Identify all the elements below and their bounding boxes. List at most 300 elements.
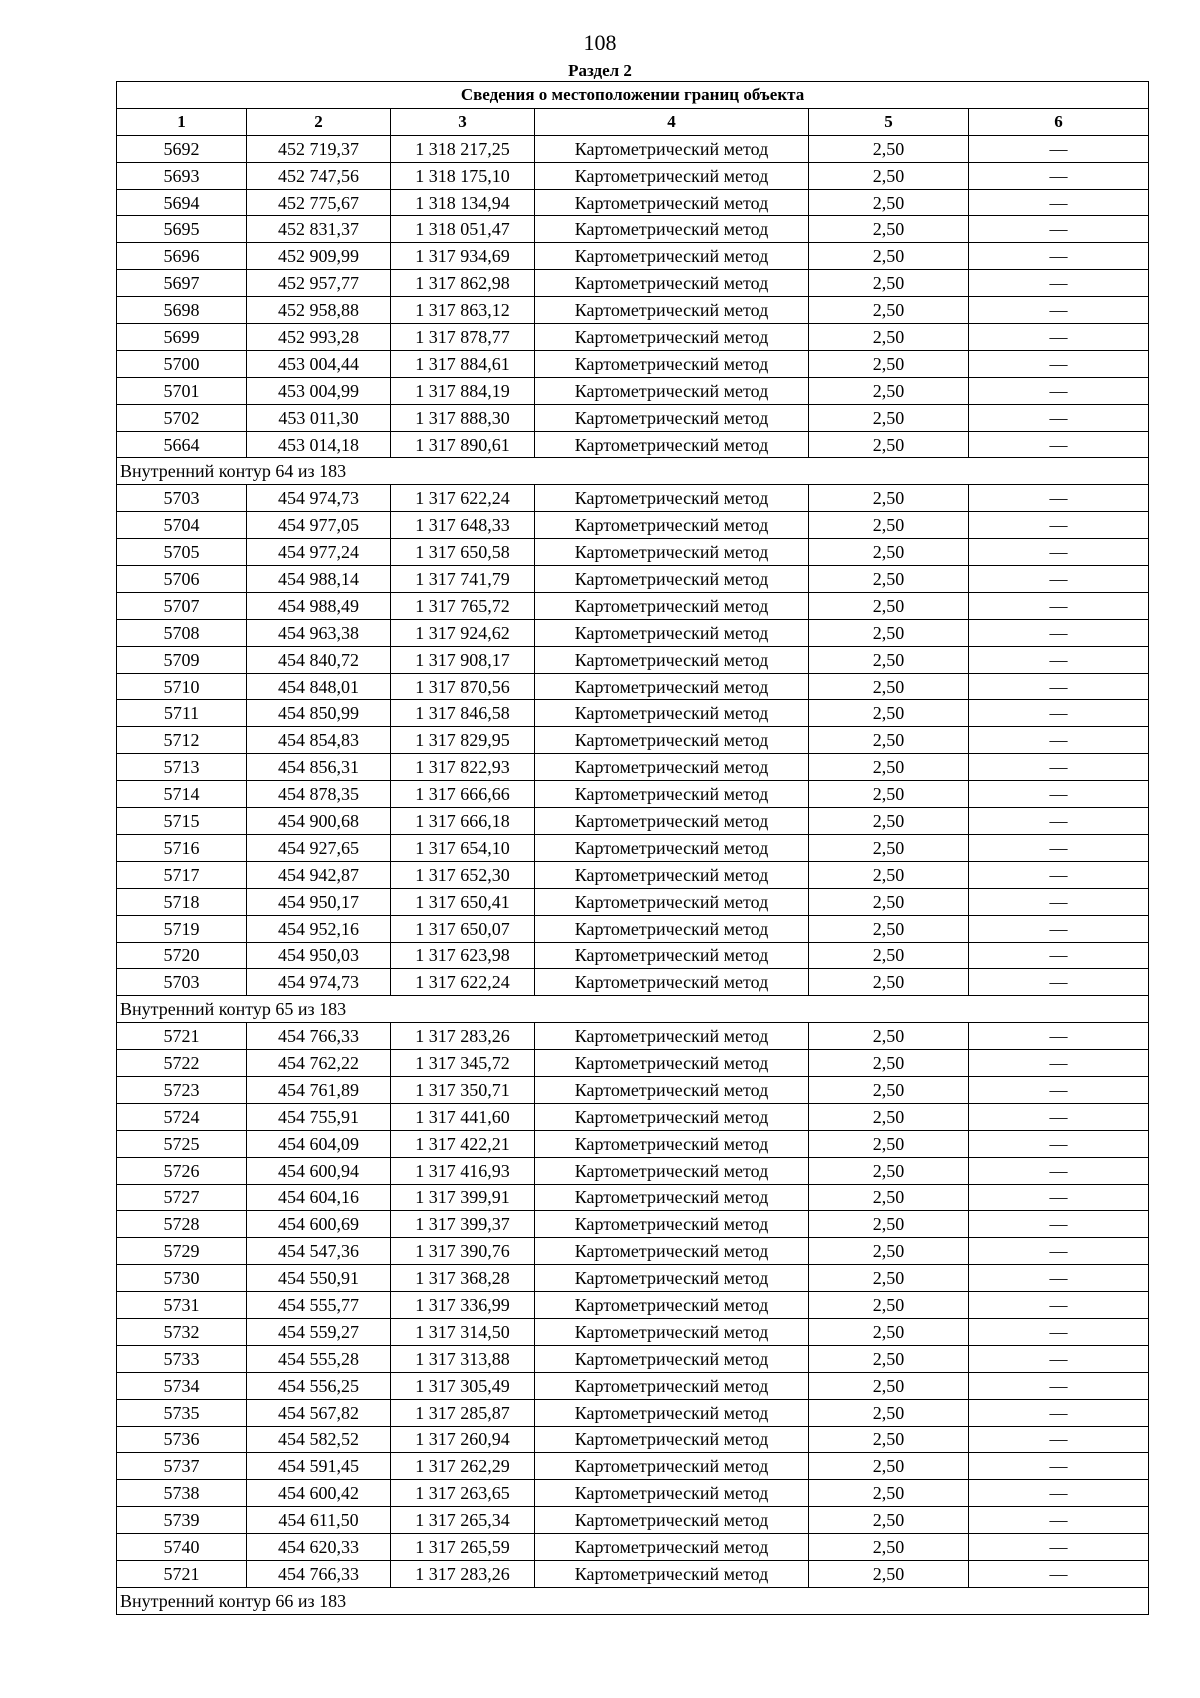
point-number-cell: 5697 (117, 270, 247, 297)
point-number-cell: 5703 (117, 485, 247, 512)
point-number-cell: 5696 (117, 243, 247, 270)
method-cell: Картометрический метод (535, 808, 809, 835)
accuracy-cell: 2,50 (809, 1265, 969, 1292)
y-coordinate-cell: 1 317 829,95 (391, 727, 535, 754)
description-cell: — (969, 808, 1149, 835)
point-number-cell: 5715 (117, 808, 247, 835)
description-cell: — (969, 619, 1149, 646)
accuracy-cell: 2,50 (809, 1372, 969, 1399)
description-cell: — (969, 1184, 1149, 1211)
y-coordinate-cell: 1 317 262,29 (391, 1453, 535, 1480)
table-row (117, 1507, 1149, 1534)
x-coordinate-cell: 454 555,77 (247, 1292, 391, 1319)
point-number-cell: 5711 (117, 700, 247, 727)
accuracy-cell: 2,50 (809, 377, 969, 404)
method-cell: Картометрический метод (535, 189, 809, 216)
y-coordinate-cell: 1 317 650,58 (391, 539, 535, 566)
point-number-cell: 5731 (117, 1292, 247, 1319)
x-coordinate-cell: 452 831,37 (247, 216, 391, 243)
y-coordinate-cell: 1 317 846,58 (391, 700, 535, 727)
column-header: 5 (809, 108, 969, 135)
x-coordinate-cell: 454 766,33 (247, 1560, 391, 1587)
y-coordinate-cell: 1 317 399,91 (391, 1184, 535, 1211)
table-title: Сведения о местоположении границ объекта (117, 82, 1149, 109)
method-cell: Картометрический метод (535, 431, 809, 458)
x-coordinate-cell: 454 755,91 (247, 1103, 391, 1130)
description-cell: — (969, 1130, 1149, 1157)
y-coordinate-cell: 1 317 622,24 (391, 969, 535, 996)
x-coordinate-cell: 452 909,99 (247, 243, 391, 270)
description-cell: — (969, 1103, 1149, 1130)
method-cell: Картометрический метод (535, 619, 809, 646)
description-cell: — (969, 189, 1149, 216)
accuracy-cell: 2,50 (809, 1318, 969, 1345)
description-cell: — (969, 1426, 1149, 1453)
description-cell: — (969, 1507, 1149, 1534)
x-coordinate-cell: 454 762,22 (247, 1050, 391, 1077)
point-number-cell: 5723 (117, 1076, 247, 1103)
accuracy-cell: 2,50 (809, 512, 969, 539)
description-cell: — (969, 942, 1149, 969)
table-row (117, 377, 1149, 404)
method-cell: Картометрический метод (535, 1453, 809, 1480)
table-row (117, 1157, 1149, 1184)
method-cell: Картометрический метод (535, 834, 809, 861)
accuracy-cell: 2,50 (809, 1023, 969, 1050)
accuracy-cell: 2,50 (809, 942, 969, 969)
description-cell: — (969, 1372, 1149, 1399)
method-cell: Картометрический метод (535, 566, 809, 593)
point-number-cell: 5727 (117, 1184, 247, 1211)
y-coordinate-cell: 1 317 888,30 (391, 404, 535, 431)
table-row (117, 1238, 1149, 1265)
table-row (117, 1534, 1149, 1561)
table-row (117, 297, 1149, 324)
description-cell: — (969, 834, 1149, 861)
table-row (117, 1211, 1149, 1238)
x-coordinate-cell: 454 611,50 (247, 1507, 391, 1534)
accuracy-cell: 2,50 (809, 1560, 969, 1587)
y-coordinate-cell: 1 318 134,94 (391, 189, 535, 216)
x-coordinate-cell: 454 963,38 (247, 619, 391, 646)
column-header: 1 (117, 108, 247, 135)
accuracy-cell: 2,50 (809, 135, 969, 162)
y-coordinate-cell: 1 317 884,61 (391, 350, 535, 377)
method-cell: Картометрический метод (535, 1076, 809, 1103)
point-number-cell: 5717 (117, 861, 247, 888)
point-number-cell: 5732 (117, 1318, 247, 1345)
x-coordinate-cell: 454 547,36 (247, 1238, 391, 1265)
method-cell: Картометрический метод (535, 1426, 809, 1453)
point-number-cell: 5698 (117, 297, 247, 324)
y-coordinate-cell: 1 317 350,71 (391, 1076, 535, 1103)
table-row (117, 162, 1149, 189)
description-cell: — (969, 646, 1149, 673)
point-number-cell: 5730 (117, 1265, 247, 1292)
description-cell: — (969, 216, 1149, 243)
x-coordinate-cell: 454 582,52 (247, 1426, 391, 1453)
accuracy-cell: 2,50 (809, 754, 969, 781)
point-number-cell: 5729 (117, 1238, 247, 1265)
accuracy-cell: 2,50 (809, 888, 969, 915)
x-coordinate-cell: 454 988,49 (247, 592, 391, 619)
y-coordinate-cell: 1 317 336,99 (391, 1292, 535, 1319)
x-coordinate-cell: 452 993,28 (247, 324, 391, 351)
table-row (117, 700, 1149, 727)
accuracy-cell: 2,50 (809, 1157, 969, 1184)
description-cell: — (969, 539, 1149, 566)
page-number: 108 (583, 30, 617, 55)
accuracy-cell: 2,50 (809, 350, 969, 377)
point-number-cell: 5720 (117, 942, 247, 969)
point-number-cell: 5719 (117, 915, 247, 942)
table-row (117, 646, 1149, 673)
table-row (117, 216, 1149, 243)
x-coordinate-cell: 454 550,91 (247, 1265, 391, 1292)
table-row (117, 1103, 1149, 1130)
point-number-cell: 5693 (117, 162, 247, 189)
table-row (117, 808, 1149, 835)
accuracy-cell: 2,50 (809, 1211, 969, 1238)
y-coordinate-cell: 1 317 390,76 (391, 1238, 535, 1265)
description-cell: — (969, 1157, 1149, 1184)
table-row (117, 1023, 1149, 1050)
accuracy-cell: 2,50 (809, 1292, 969, 1319)
x-coordinate-cell: 452 747,56 (247, 162, 391, 189)
table-row (117, 270, 1149, 297)
point-number-cell: 5733 (117, 1345, 247, 1372)
accuracy-cell: 2,50 (809, 915, 969, 942)
table-row (117, 485, 1149, 512)
description-cell: — (969, 592, 1149, 619)
point-number-cell: 5735 (117, 1399, 247, 1426)
description-cell: — (969, 1023, 1149, 1050)
method-cell: Картометрический метод (535, 915, 809, 942)
point-number-cell: 5716 (117, 834, 247, 861)
method-cell: Картометрический метод (535, 592, 809, 619)
description-cell: — (969, 324, 1149, 351)
y-coordinate-cell: 1 317 934,69 (391, 243, 535, 270)
y-coordinate-cell: 1 317 399,37 (391, 1211, 535, 1238)
table-row (117, 727, 1149, 754)
table-row (117, 942, 1149, 969)
method-cell: Картометрический метод (535, 243, 809, 270)
point-number-cell: 5713 (117, 754, 247, 781)
table-row (117, 1345, 1149, 1372)
method-cell: Картометрический метод (535, 1211, 809, 1238)
point-number-cell: 5725 (117, 1130, 247, 1157)
y-coordinate-cell: 1 317 870,56 (391, 673, 535, 700)
x-coordinate-cell: 454 620,33 (247, 1534, 391, 1561)
accuracy-cell: 2,50 (809, 243, 969, 270)
method-cell: Картометрический метод (535, 1318, 809, 1345)
accuracy-cell: 2,50 (809, 861, 969, 888)
point-number-cell: 5726 (117, 1157, 247, 1184)
point-number-cell: 5706 (117, 566, 247, 593)
accuracy-cell: 2,50 (809, 619, 969, 646)
x-coordinate-cell: 453 004,99 (247, 377, 391, 404)
method-cell: Картометрический метод (535, 646, 809, 673)
y-coordinate-cell: 1 317 263,65 (391, 1480, 535, 1507)
accuracy-cell: 2,50 (809, 324, 969, 351)
description-cell: — (969, 1050, 1149, 1077)
method-cell: Картометрический метод (535, 1130, 809, 1157)
table-row (117, 1560, 1149, 1587)
contour-label: Внутренний контур 66 из 183 (117, 1587, 1149, 1614)
x-coordinate-cell: 454 600,42 (247, 1480, 391, 1507)
x-coordinate-cell: 454 952,16 (247, 915, 391, 942)
y-coordinate-cell: 1 317 622,24 (391, 485, 535, 512)
table-row (117, 539, 1149, 566)
description-cell: — (969, 1560, 1149, 1587)
y-coordinate-cell: 1 317 890,61 (391, 431, 535, 458)
accuracy-cell: 2,50 (809, 1130, 969, 1157)
point-number-cell: 5714 (117, 781, 247, 808)
x-coordinate-cell: 454 950,17 (247, 888, 391, 915)
method-cell: Картометрический метод (535, 1023, 809, 1050)
x-coordinate-cell: 454 559,27 (247, 1318, 391, 1345)
table-title-row (117, 82, 1149, 109)
method-cell: Картометрический метод (535, 754, 809, 781)
method-cell: Картометрический метод (535, 297, 809, 324)
point-number-cell: 5736 (117, 1426, 247, 1453)
x-coordinate-cell: 453 014,18 (247, 431, 391, 458)
method-cell: Картометрический метод (535, 969, 809, 996)
description-cell: — (969, 1211, 1149, 1238)
table-row (117, 1399, 1149, 1426)
x-coordinate-cell: 453 011,30 (247, 404, 391, 431)
description-cell: — (969, 377, 1149, 404)
description-cell: — (969, 673, 1149, 700)
accuracy-cell: 2,50 (809, 1103, 969, 1130)
x-coordinate-cell: 454 604,16 (247, 1184, 391, 1211)
description-cell: — (969, 861, 1149, 888)
column-header: 3 (391, 108, 535, 135)
accuracy-cell: 2,50 (809, 1076, 969, 1103)
column-header: 6 (969, 108, 1149, 135)
table-row (117, 1265, 1149, 1292)
description-cell: — (969, 243, 1149, 270)
x-coordinate-cell: 453 004,44 (247, 350, 391, 377)
method-cell: Картометрический метод (535, 270, 809, 297)
accuracy-cell: 2,50 (809, 646, 969, 673)
table-row (117, 350, 1149, 377)
table-row (117, 431, 1149, 458)
table-row (117, 566, 1149, 593)
contour-label: Внутренний контур 64 из 183 (117, 458, 1149, 485)
method-cell: Картометрический метод (535, 1103, 809, 1130)
point-number-cell: 5664 (117, 431, 247, 458)
table-row (117, 404, 1149, 431)
y-coordinate-cell: 1 317 416,93 (391, 1157, 535, 1184)
description-cell: — (969, 915, 1149, 942)
x-coordinate-cell: 454 878,35 (247, 781, 391, 808)
y-coordinate-cell: 1 317 884,19 (391, 377, 535, 404)
point-number-cell: 5738 (117, 1480, 247, 1507)
x-coordinate-cell: 454 761,89 (247, 1076, 391, 1103)
y-coordinate-cell: 1 317 314,50 (391, 1318, 535, 1345)
method-cell: Картометрический метод (535, 673, 809, 700)
method-cell: Картометрический метод (535, 350, 809, 377)
method-cell: Картометрический метод (535, 1372, 809, 1399)
description-cell: — (969, 270, 1149, 297)
table-row (117, 673, 1149, 700)
accuracy-cell: 2,50 (809, 297, 969, 324)
method-cell: Картометрический метод (535, 1560, 809, 1587)
method-cell: Картометрический метод (535, 377, 809, 404)
y-coordinate-cell: 1 317 862,98 (391, 270, 535, 297)
table-row (117, 324, 1149, 351)
method-cell: Картометрический метод (535, 324, 809, 351)
point-number-cell: 5708 (117, 619, 247, 646)
accuracy-cell: 2,50 (809, 592, 969, 619)
table-row (117, 834, 1149, 861)
y-coordinate-cell: 1 317 863,12 (391, 297, 535, 324)
column-header: 2 (247, 108, 391, 135)
table-row (117, 592, 1149, 619)
description-cell: — (969, 1534, 1149, 1561)
y-coordinate-cell: 1 317 285,87 (391, 1399, 535, 1426)
x-coordinate-cell: 452 958,88 (247, 297, 391, 324)
accuracy-cell: 2,50 (809, 808, 969, 835)
table-row (117, 1426, 1149, 1453)
accuracy-cell: 2,50 (809, 162, 969, 189)
description-cell: — (969, 135, 1149, 162)
table-row (117, 1076, 1149, 1103)
point-number-cell: 5722 (117, 1050, 247, 1077)
accuracy-cell: 2,50 (809, 1238, 969, 1265)
description-cell: — (969, 700, 1149, 727)
y-coordinate-cell: 1 317 265,59 (391, 1534, 535, 1561)
x-coordinate-cell: 454 567,82 (247, 1399, 391, 1426)
y-coordinate-cell: 1 317 260,94 (391, 1426, 535, 1453)
point-number-cell: 5710 (117, 673, 247, 700)
description-cell: — (969, 162, 1149, 189)
y-coordinate-cell: 1 317 822,93 (391, 754, 535, 781)
x-coordinate-cell: 454 555,28 (247, 1345, 391, 1372)
y-coordinate-cell: 1 317 908,17 (391, 646, 535, 673)
description-cell: — (969, 512, 1149, 539)
x-coordinate-cell: 454 600,94 (247, 1157, 391, 1184)
y-coordinate-cell: 1 317 283,26 (391, 1023, 535, 1050)
description-cell: — (969, 566, 1149, 593)
method-cell: Картометрический метод (535, 727, 809, 754)
x-coordinate-cell: 452 719,37 (247, 135, 391, 162)
description-cell: — (969, 1318, 1149, 1345)
table-row (117, 861, 1149, 888)
x-coordinate-cell: 454 556,25 (247, 1372, 391, 1399)
point-number-cell: 5705 (117, 539, 247, 566)
contour-header-row (117, 458, 1149, 485)
table-row (117, 1372, 1149, 1399)
accuracy-cell: 2,50 (809, 189, 969, 216)
table-row (117, 1453, 1149, 1480)
description-cell: — (969, 1265, 1149, 1292)
y-coordinate-cell: 1 317 666,18 (391, 808, 535, 835)
table-row (117, 781, 1149, 808)
x-coordinate-cell: 454 900,68 (247, 808, 391, 835)
y-coordinate-cell: 1 317 313,88 (391, 1345, 535, 1372)
y-coordinate-cell: 1 317 368,28 (391, 1265, 535, 1292)
point-number-cell: 5724 (117, 1103, 247, 1130)
accuracy-cell: 2,50 (809, 1480, 969, 1507)
accuracy-cell: 2,50 (809, 566, 969, 593)
x-coordinate-cell: 452 957,77 (247, 270, 391, 297)
y-coordinate-cell: 1 317 345,72 (391, 1050, 535, 1077)
y-coordinate-cell: 1 317 652,30 (391, 861, 535, 888)
point-number-cell: 5704 (117, 512, 247, 539)
x-coordinate-cell: 454 604,09 (247, 1130, 391, 1157)
description-cell: — (969, 297, 1149, 324)
accuracy-cell: 2,50 (809, 1050, 969, 1077)
boundary-coordinates-table (116, 81, 1149, 1615)
method-cell: Картометрический метод (535, 1507, 809, 1534)
section-label: Раздел 2 (568, 61, 632, 80)
method-cell: Картометрический метод (535, 700, 809, 727)
description-cell: — (969, 404, 1149, 431)
y-coordinate-cell: 1 317 648,33 (391, 512, 535, 539)
point-number-cell: 5707 (117, 592, 247, 619)
x-coordinate-cell: 454 977,05 (247, 512, 391, 539)
point-number-cell: 5740 (117, 1534, 247, 1561)
table-row (117, 512, 1149, 539)
y-coordinate-cell: 1 317 623,98 (391, 942, 535, 969)
x-coordinate-cell: 454 942,87 (247, 861, 391, 888)
table-body (117, 135, 1149, 1614)
description-cell: — (969, 1453, 1149, 1480)
x-coordinate-cell: 454 950,03 (247, 942, 391, 969)
point-number-cell: 5734 (117, 1372, 247, 1399)
table-row (117, 754, 1149, 781)
x-coordinate-cell: 454 848,01 (247, 673, 391, 700)
description-cell: — (969, 431, 1149, 458)
x-coordinate-cell: 454 927,65 (247, 834, 391, 861)
method-cell: Картометрический метод (535, 1399, 809, 1426)
method-cell: Картометрический метод (535, 781, 809, 808)
description-cell: — (969, 1292, 1149, 1319)
description-cell: — (969, 350, 1149, 377)
x-coordinate-cell: 452 775,67 (247, 189, 391, 216)
y-coordinate-cell: 1 317 265,34 (391, 1507, 535, 1534)
x-coordinate-cell: 454 854,83 (247, 727, 391, 754)
y-coordinate-cell: 1 317 878,77 (391, 324, 535, 351)
y-coordinate-cell: 1 318 217,25 (391, 135, 535, 162)
accuracy-cell: 2,50 (809, 1507, 969, 1534)
method-cell: Картометрический метод (535, 888, 809, 915)
description-cell: — (969, 1345, 1149, 1372)
method-cell: Картометрический метод (535, 861, 809, 888)
accuracy-cell: 2,50 (809, 1399, 969, 1426)
table-row (117, 1184, 1149, 1211)
y-coordinate-cell: 1 317 666,66 (391, 781, 535, 808)
y-coordinate-cell: 1 318 051,47 (391, 216, 535, 243)
method-cell: Картометрический метод (535, 1480, 809, 1507)
x-coordinate-cell: 454 974,73 (247, 485, 391, 512)
point-number-cell: 5702 (117, 404, 247, 431)
accuracy-cell: 2,50 (809, 431, 969, 458)
y-coordinate-cell: 1 317 283,26 (391, 1560, 535, 1587)
point-number-cell: 5701 (117, 377, 247, 404)
method-cell: Картометрический метод (535, 162, 809, 189)
description-cell: — (969, 969, 1149, 996)
x-coordinate-cell: 454 850,99 (247, 700, 391, 727)
x-coordinate-cell: 454 840,72 (247, 646, 391, 673)
column-header: 4 (535, 108, 809, 135)
method-cell: Картометрический метод (535, 1292, 809, 1319)
table-row (117, 1292, 1149, 1319)
accuracy-cell: 2,50 (809, 781, 969, 808)
table-row (117, 1130, 1149, 1157)
